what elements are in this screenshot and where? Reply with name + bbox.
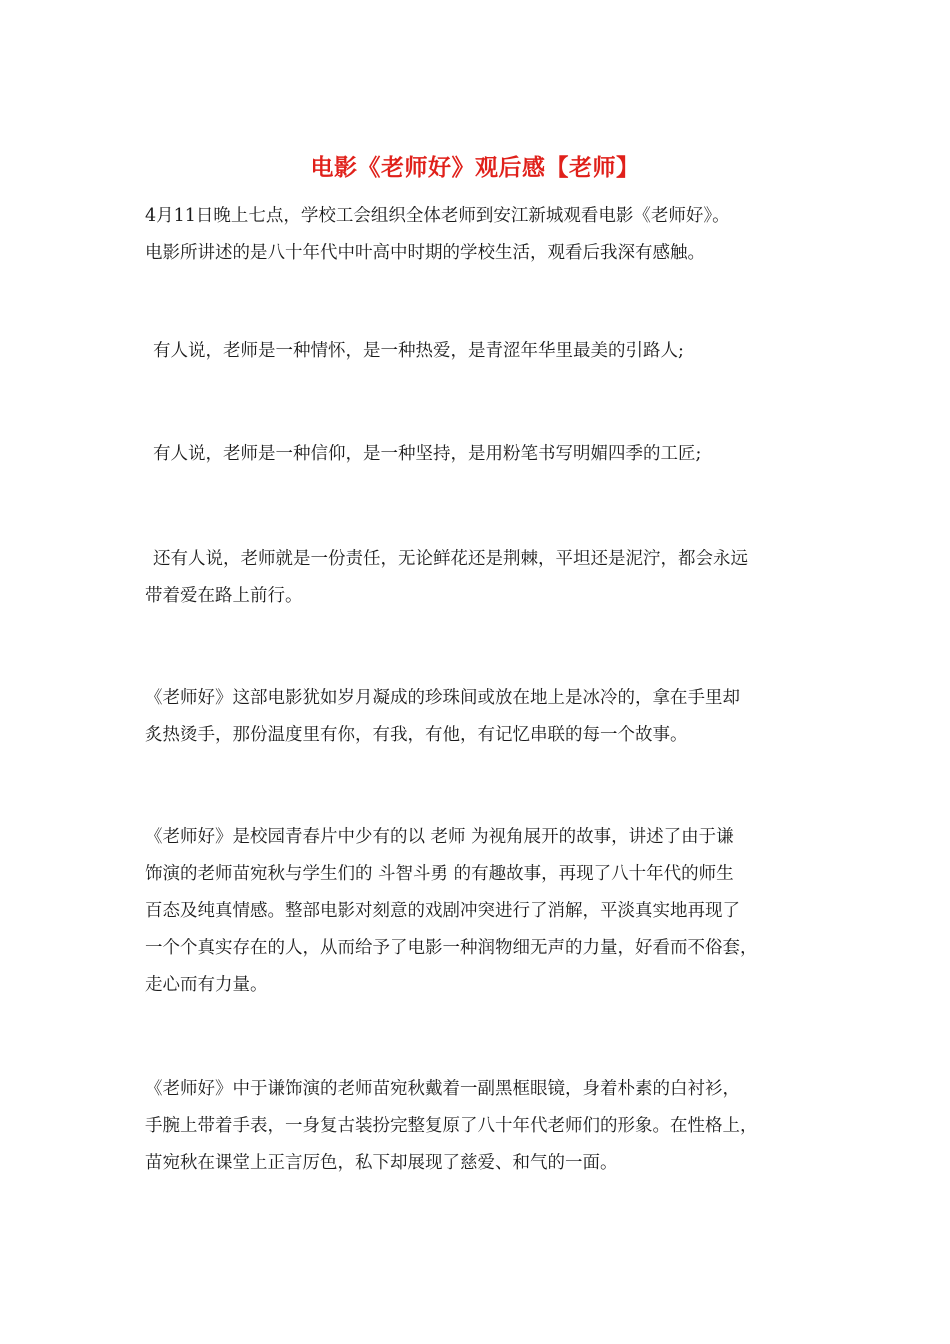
paragraph-line: 有人说，老师是一种情怀，是一种热爱，是青涩年华里最美的引路人; [153, 341, 684, 361]
paragraph-7 [145, 1071, 813, 1182]
paragraph-line: 还有人说，老师就是一份责任，无论鲜花还是荆棘，平坦还是泥泞，都会永远 [153, 549, 748, 569]
paragraph-2 [145, 333, 821, 370]
paragraph-line: 电影所讲述的是八十年代中叶高中时期的学校生活，观看后我深有感触。 [145, 243, 705, 263]
paragraph-1 [145, 198, 813, 272]
paragraph-line: 带着爱在路上前行。 [145, 586, 303, 606]
paragraph-line: 百态及纯真情感。整部电影对刻意的戏剧冲突进行了消解，平淡真实地再现了 [145, 901, 740, 921]
paragraph-line: 炙热烫手，那份温度里有你，有我，有他，有记忆串联的每一个故事。 [145, 725, 688, 745]
paragraph-line: 一个个真实存在的人，从而给予了电影一种润物细无声的力量，好看而不俗套， [145, 938, 758, 958]
paragraph-5 [145, 680, 813, 754]
paragraph-6 [145, 819, 813, 1004]
paragraph-line: 《老师好》是校园青春片中少有的以 老师 为视角展开的故事，讲述了由于谦 [145, 827, 734, 847]
paragraph-line: 有人说，老师是一种信仰，是一种坚持，是用粉笔书写明媚四季的工匠; [153, 444, 702, 464]
paragraph-line: 《老师好》这部电影犹如岁月凝成的珍珠间或放在地上是冰冷的，拿在手里却 [145, 688, 740, 708]
paragraph-line: 《老师好》中于谦饰演的老师苗宛秋戴着一副黑框眼镜，身着朴素的白衬衫， [145, 1079, 740, 1099]
paragraph-4 [145, 541, 821, 615]
paragraph-3 [145, 436, 821, 473]
paragraph-line: 饰演的老师苗宛秋与学生们的 斗智斗勇 的有趣故事，再现了八十年代的师生 [145, 864, 734, 884]
paragraph-line: 走心而有力量。 [145, 975, 268, 995]
paragraph-line: 4月11日晚上七点，学校工会组织全体老师到安江新城观看电影《老师好》。 [145, 206, 730, 226]
document-title: 电影《老师好》观后感【老师】 [310, 154, 640, 181]
paragraph-line: 苗宛秋在课堂上正言厉色，私下却展现了慈爱、和气的一面。 [145, 1153, 618, 1173]
paragraph-line: 手腕上带着手表，一身复古装扮完整复原了八十年代老师们的形象。在性格上， [145, 1116, 758, 1136]
